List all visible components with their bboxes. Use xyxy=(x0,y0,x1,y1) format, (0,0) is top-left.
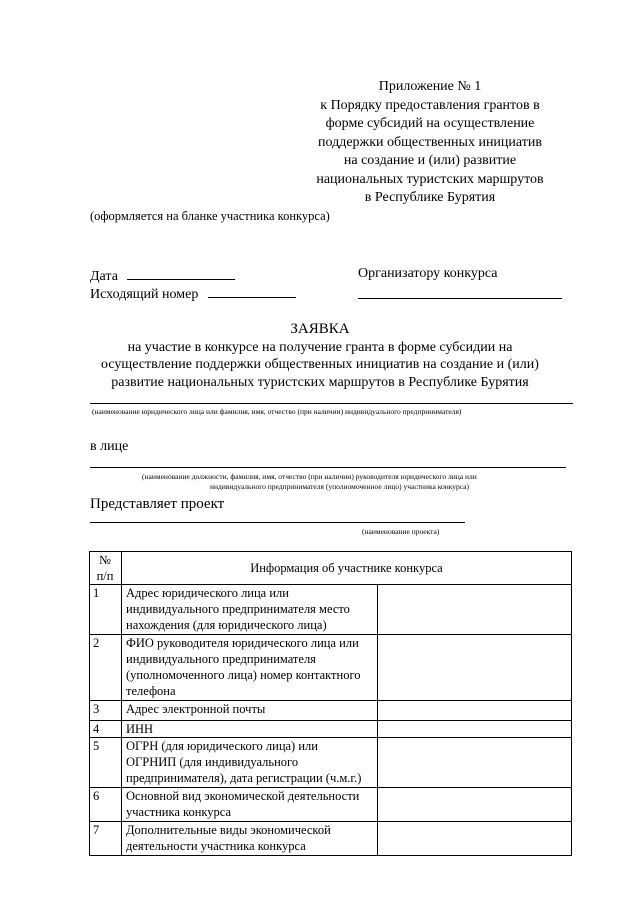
row-label-line: телефона xyxy=(126,684,176,698)
row-number: 3 xyxy=(90,701,122,721)
date-blank[interactable] xyxy=(127,266,235,280)
application-title xyxy=(60,321,580,391)
row-value-cell[interactable] xyxy=(378,585,572,635)
num-header-symbol: № xyxy=(99,553,111,567)
row-label-line: (уполномоченного лица) номер контактного xyxy=(126,668,361,682)
row-label xyxy=(122,738,378,788)
table-header-row xyxy=(90,552,572,585)
row-label-line: Дополнительные виды экономической xyxy=(126,823,331,837)
project-name-line[interactable] xyxy=(90,522,465,523)
row-label-line: предпринимателя), дата регистрации (ч.м.г.) xyxy=(126,771,362,785)
row-label-line: участника конкурса xyxy=(126,805,232,819)
row-value-cell[interactable] xyxy=(378,635,572,701)
row-number: 7 xyxy=(90,822,122,856)
table-row xyxy=(90,788,572,822)
table-row xyxy=(90,635,572,701)
table-row xyxy=(90,738,572,788)
row-number: 4 xyxy=(90,721,122,738)
head-name-line[interactable] xyxy=(90,467,566,468)
title-line: развитие национальных туристских маршрутов в Республике Бурятия xyxy=(111,374,529,390)
row-label-line: Основной вид экономической деятельности xyxy=(126,789,360,803)
title-line: осуществление поддержки общественных инициатив на создание и (или) xyxy=(101,357,539,372)
row-value-cell[interactable] xyxy=(378,788,572,822)
appendix-line: Приложение № 1 xyxy=(378,79,482,94)
row-value-cell[interactable] xyxy=(378,822,572,856)
table-row xyxy=(90,701,572,721)
addressee: Организатору конкурса xyxy=(358,266,498,281)
row-label-line: индивидуального предпринимателя xyxy=(126,652,316,666)
outgoing-number-label: Исходящий номер xyxy=(90,287,199,302)
row-value-cell[interactable] xyxy=(378,721,572,738)
presents-project-label: Представляет проект xyxy=(90,496,225,512)
date-label: Дата xyxy=(90,269,118,284)
entity-name-line[interactable] xyxy=(90,403,573,404)
row-number: 1 xyxy=(90,585,122,635)
row-label-line: Адрес электронной почты xyxy=(126,702,266,716)
outgoing-number-field xyxy=(90,284,296,303)
appendix-line: на создание и (или) развитие xyxy=(343,153,517,168)
head-caption-line2: индивидуального предпринимателя (уполномоченное лицо) участника конкурса) xyxy=(210,482,470,491)
project-name-caption: (наименование проекта) xyxy=(362,527,440,536)
appendix-line: в Республике Бурятия xyxy=(364,190,496,205)
row-label xyxy=(122,701,378,721)
row-label-line: ОГРНИП (для индивидуального xyxy=(126,755,299,769)
row-label-line: ФИО руководителя юридического лица или xyxy=(126,636,359,650)
row-label-line: индивидуального предпринимателя место xyxy=(126,602,350,616)
row-label-line: нахождения (для юридического лица) xyxy=(126,618,327,632)
appendix-line: форме субсидий на осуществление xyxy=(325,116,535,131)
info-header: Информация об участнике конкурса xyxy=(122,552,572,585)
row-label-line: Адрес юридического лица или xyxy=(126,586,289,600)
table-row xyxy=(90,585,572,635)
appendix-line: национальных туристских маршрутов xyxy=(316,171,544,187)
head-caption-line1: (наименование должности, фамилия, имя, отчество (при наличии) руководителя юридического лица или xyxy=(142,472,477,481)
row-label-line: ОГРН (для юридического лица) или xyxy=(126,739,318,753)
row-number: 5 xyxy=(90,738,122,788)
appendix-reference xyxy=(300,78,560,208)
title-main: ЗАЯВКА xyxy=(290,321,350,337)
num-header xyxy=(90,552,122,585)
row-label xyxy=(122,585,378,635)
appendix-line: поддержки общественных инициатив xyxy=(318,134,542,150)
row-number: 6 xyxy=(90,788,122,822)
entity-name-caption: (наименование юридического лица или фамилия, имя, отчество (при наличии) индивидуального предпринимателя) xyxy=(92,407,462,416)
row-number: 2 xyxy=(90,635,122,701)
row-label xyxy=(122,635,378,701)
table-row xyxy=(90,721,572,738)
row-value-cell[interactable] xyxy=(378,701,572,721)
letterhead-note: (оформляется на бланке участника конкурса) xyxy=(90,209,330,223)
row-label xyxy=(122,822,378,856)
table-row xyxy=(90,822,572,856)
row-label xyxy=(122,721,378,738)
date-field xyxy=(90,266,235,285)
participant-info-table xyxy=(89,551,572,856)
represented-by-label: в лице xyxy=(90,439,129,454)
num-header-abbr: п/п xyxy=(96,569,114,583)
row-label-line: ИНН xyxy=(126,722,154,736)
row-value-cell[interactable] xyxy=(378,738,572,788)
title-line: на участие в конкурсе на получение гранта в форме субсидии на xyxy=(127,339,513,355)
appendix-line: к Порядку предоставления грантов в xyxy=(320,97,540,113)
row-label-line: деятельности участника конкурса xyxy=(126,839,306,853)
row-label xyxy=(122,788,378,822)
addressee-blank-line[interactable] xyxy=(358,298,562,299)
outgoing-number-blank[interactable] xyxy=(208,284,296,298)
